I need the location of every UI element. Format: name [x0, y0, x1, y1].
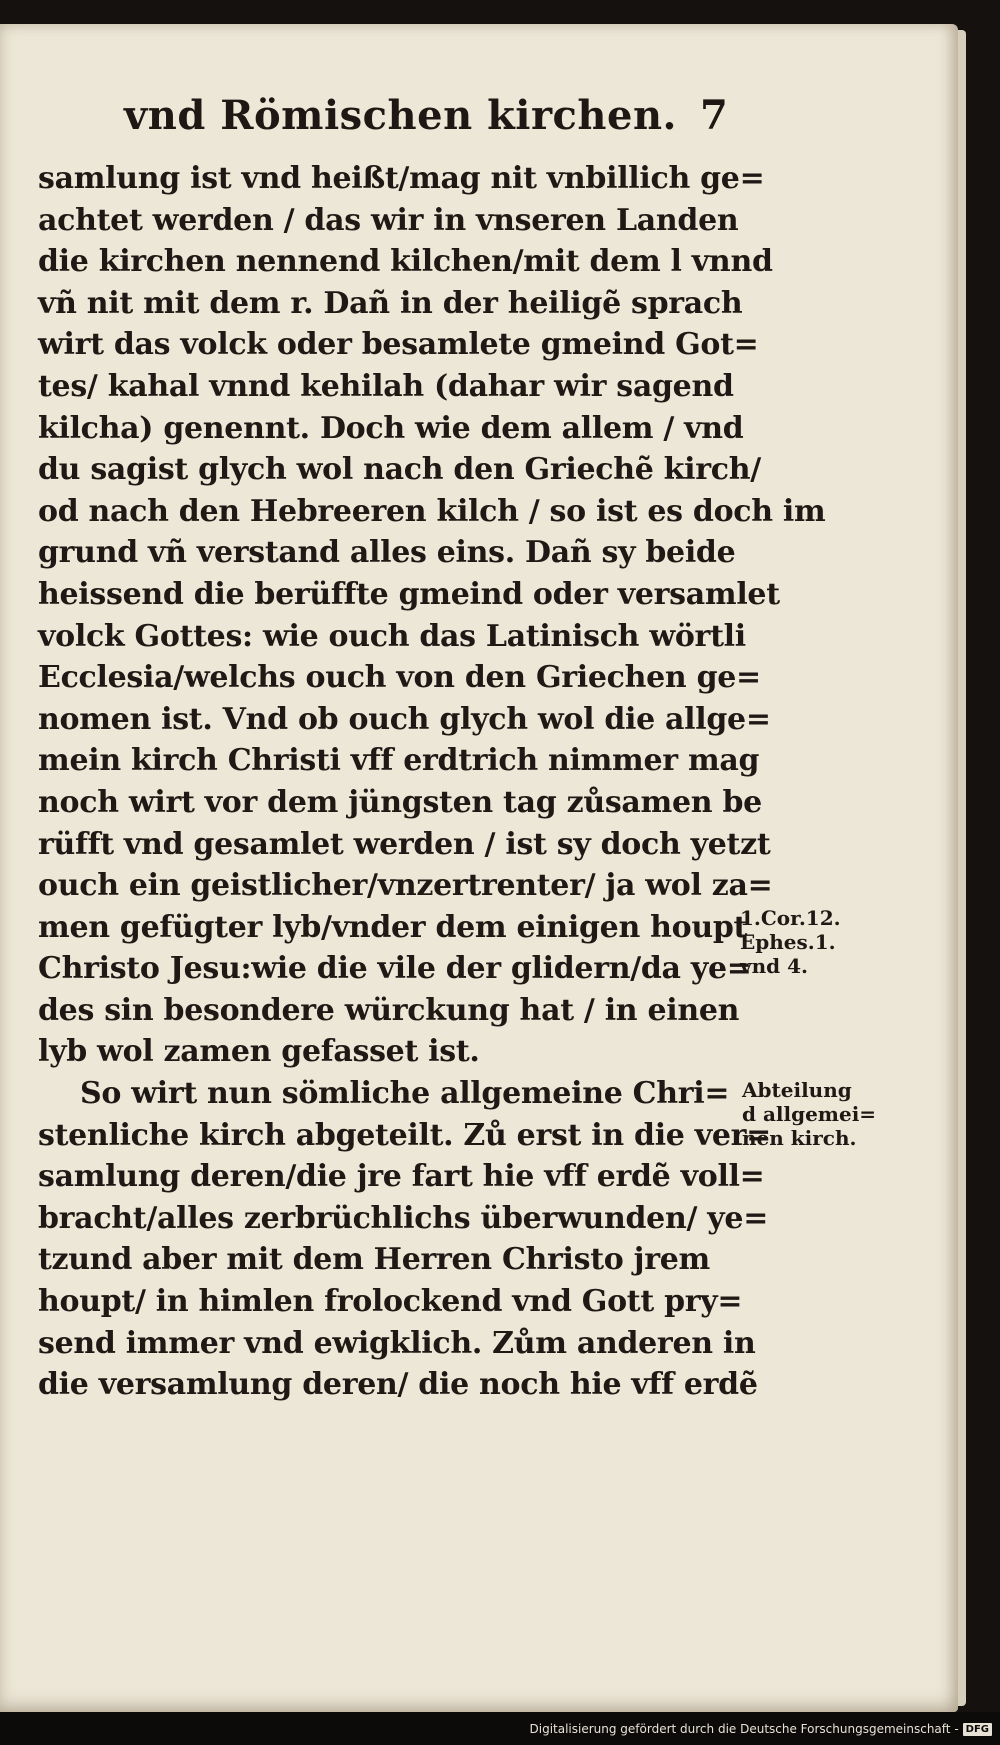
- margin-note-section-heading: [742, 1078, 876, 1150]
- text-line: bracht/alles zerbrüchlichs überwunden/ ye=: [38, 1200, 769, 1236]
- text-line: wirt das volck oder besamlete gmeind Got=: [38, 327, 759, 363]
- text-line: vñ nit mit dem r. Dañ in der heiligẽ sprach: [38, 285, 743, 321]
- page-header: [124, 92, 744, 152]
- margin-note-line: nen kirch.: [742, 1126, 857, 1150]
- margin-note-scripture-reference: [740, 906, 841, 978]
- margin-note-line: vnd 4.: [740, 954, 808, 978]
- text-line: grund vñ verstand alles eins. Dañ sy beide: [38, 535, 736, 571]
- text-line: ouch ein geistlicher/vnzertrenter/ ja wol za=: [38, 868, 773, 904]
- margin-note-line: 1.Cor.12.: [740, 906, 841, 930]
- margin-note-line: d allgemei=: [742, 1102, 877, 1126]
- text-line: men gefügter lyb/vnder dem einigen houpt: [38, 909, 748, 945]
- running-title: vnd Römischen kirchen.: [124, 92, 677, 139]
- text-line: heissend die berüffte gmeind oder versamlet: [38, 576, 780, 612]
- funding-credit: [530, 1722, 993, 1736]
- text-line: des sin besondere würckung hat / in einen: [38, 992, 740, 1028]
- text-line: tzund aber mit dem Herren Christo jrem: [38, 1242, 710, 1278]
- page-edge: [958, 30, 966, 1706]
- text-line: tes/ kahal vnnd kehilah (dahar wir sagend: [38, 368, 734, 404]
- text-line: volck Gottes: wie ouch das Latinisch wörtli: [38, 618, 746, 654]
- margin-note-line: Ephes.1.: [740, 930, 836, 954]
- text-line: du sagist glych wol nach den Griechẽ kirch/: [38, 452, 761, 488]
- text-line: od nach den Hebreeren kilch / so ist es doch im: [38, 493, 826, 529]
- text-line: samlung ist vnd heißt/mag nit vnbillich ge=: [38, 161, 765, 196]
- text-line: Christo Jesu:wie die vile der glidern/da ye=: [38, 951, 752, 987]
- margin-note-line: Abteilung: [742, 1078, 852, 1102]
- text-line: send immer vnd ewigklich. Zům anderen in: [38, 1325, 756, 1361]
- text-line: mein kirch Christi vff erdtrich nimmer mag: [38, 743, 760, 779]
- text-line: kilcha) genennt. Doch wie dem allem / vnd: [38, 410, 744, 446]
- text-line: nomen ist. Vnd ob ouch glych wol die allge=: [38, 701, 771, 737]
- text-line: houpt/ in himlen frolockend vnd Gott pry=: [38, 1284, 743, 1320]
- funding-credit-text: Digitalisierung gefördert durch die Deutsche Forschungsgemeinschaft -: [529, 1722, 959, 1736]
- text-line: stenliche kirch abgeteilt. Zů erst in die ver=: [38, 1117, 771, 1153]
- text-line: samlung deren/die jre fart hie vff erdẽ voll=: [38, 1159, 765, 1195]
- paragraph-start-line: So wirt nun sömliche allgemeine Chri=: [80, 1076, 730, 1112]
- text-line: achtet werden / das wir in vnseren Landen: [38, 202, 739, 238]
- text-line: Ecclesia/welchs ouch von den Griechen ge=: [38, 660, 761, 696]
- text-line: die kirchen nennend kilchen/mit dem l vnnd: [38, 244, 773, 280]
- text-line: die versamlung deren/ die noch hie vff erdẽ: [38, 1367, 758, 1403]
- dfg-logo: DFG: [963, 1723, 992, 1736]
- text-line: noch wirt vor dem jüngsten tag zůsamen be: [38, 784, 762, 820]
- text-line: lyb wol zamen gefasset ist.: [38, 1034, 480, 1070]
- page-number: 7: [700, 92, 728, 139]
- text-line: rüfft vnd gesamlet werden / ist sy doch yetzt: [38, 826, 771, 862]
